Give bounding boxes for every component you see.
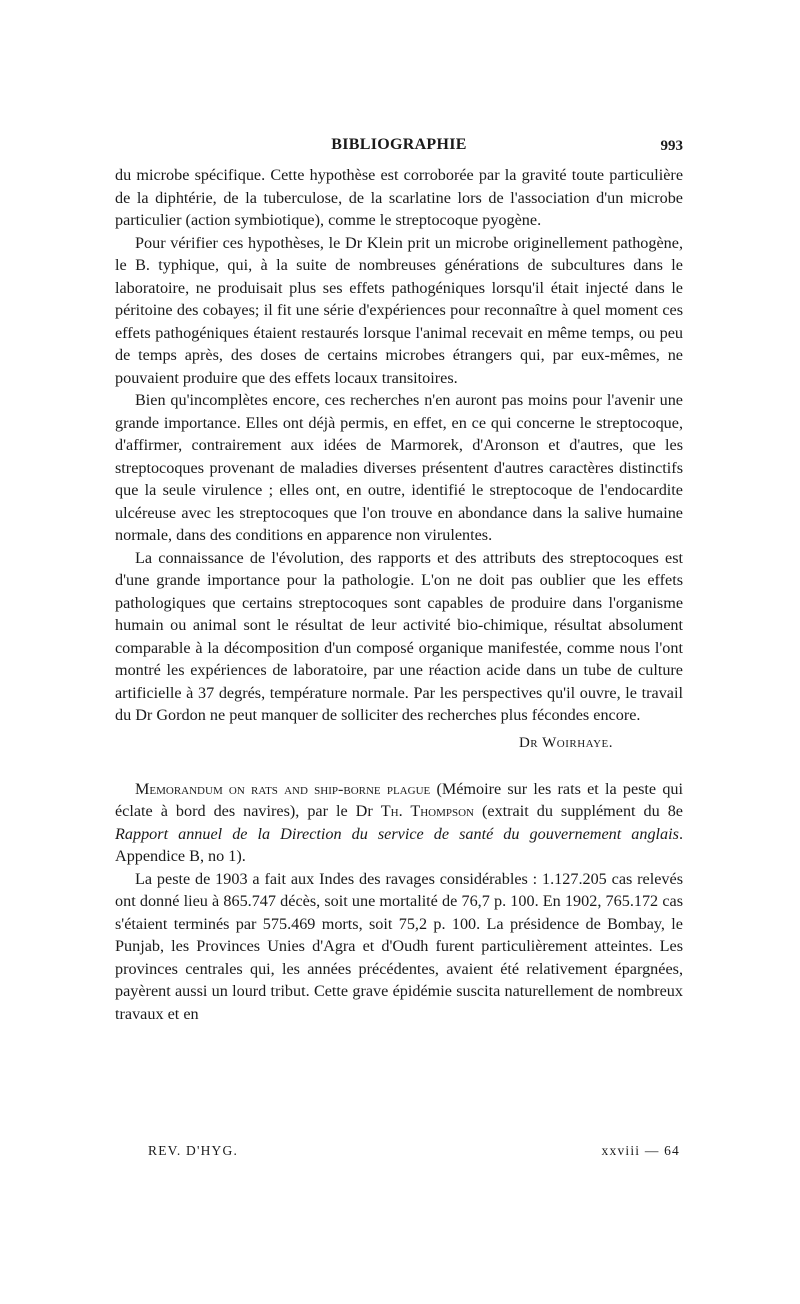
review-extract-close: . Appendice B, no 1). <box>115 824 683 865</box>
document-page <box>115 130 683 1025</box>
paragraph-2: Pour vérifier ces hypothèses, le Dr Klein prit un microbe originellement pathogène, le B. typhique, qui, à la suite de nombreuses générations de subcultures dans le laboratoire, ne produisait plus ses effets pathogéniques lorsqu'il était injecté dans le péritoine des cobayes; il fit une série d'expériences pour reconnaître à quel moment ces effets pathogéniques étaient restaurés lorsque l'animal recevait en même temps, ou peu de temps après, des doses de certains microbes étrangers qui, par eux-mêmes, ne pouvaient produire que des effets locaux transitoires. <box>115 233 683 387</box>
section-spacer <box>115 752 683 778</box>
paragraph-1: du microbe spécifique. Cette hypothèse est corroborée par la gravité toute particulière de la diphtérie, de la tuberculose, de la scarlatine lors de l'association d'un microbe particulier (action symbiotique), comme le streptocoque pyogène. <box>115 166 683 229</box>
volume-signature: xxviii — 64 <box>601 1143 680 1158</box>
review-source-title: Rapport annuel de la Direction du service de santé du gouvernement anglais <box>115 824 679 843</box>
page-footer <box>148 1143 680 1163</box>
running-title: BIBLIOGRAPHIE <box>331 136 467 153</box>
review-citation <box>115 778 683 868</box>
running-header <box>115 130 683 160</box>
body-text <box>115 164 683 1025</box>
review-intro: (Mémoire sur les rats et la peste qui éclate à bord des navires), par le Dr <box>115 779 684 820</box>
review-extract-open: (extrait du supplément du 8e <box>474 802 683 820</box>
paragraph-3: Bien qu'incomplètes encore, ces recherches n'en auront pas moins pour l'avenir une grande importance. Elles ont déjà permis, en effet, en ce qui concerne le streptocoque, d'affirmer, contrairement aux idées de Marmorek, d'Aronson et d'autres, que les streptocoques provenant de maladies diverses présentent d'autres caractères distinctifs que la seule virulence ; elles ont, en outre, identifié le streptocoque de l'endocardite ulcéreuse avec les streptocoques que l'on trouve en abondance dans la salive humaine normale, dans des conditions en apparence non virulentes. <box>115 391 683 544</box>
review-paragraph: La peste de 1903 a fait aux Indes des ravages considérables : 1.127.205 cas relevés ont donné lieu à 865.747 décès, soit une mortalité de 76,7 p. 100. En 1902, 765.172 cas s'étaient terminés par 575.469 morts, soit 75,2 p. 100. La présidence de Bombay, le Punjab, les Provinces Unies d'Agra et d'Oudh furent particulièrement atteintes. Les provinces centrales qui, les années précédentes, avaient été relativement épargnées, payèrent aussi un lourd tribut. Cette grave épidémie suscita naturellement de nombreux travaux et en <box>115 869 683 1023</box>
paragraph-4: La connaissance de l'évolution, des rapports et des attributs des streptocoques est d'une grande importance pour la pathologie. L'on ne doit pas oublier que les effets pathologiques que certains streptocoques sont capables de produire dans l'organisme humain ou animal sont le résultat de leur activité bio-chimique, résultat absolument comparable à la décomposition d'un composé organique manifestée, comme nous l'ont montré les expériences de laboratoire, par une réaction acide dans un tube de culture artificielle à 37 degrés, température normale. Par les perspectives qu'il ouvre, le travail du Dr Gordon ne peut manquer de solliciter des recherches plus fécondes encore. <box>115 548 683 724</box>
page-number: 993 <box>660 138 683 154</box>
review-heading: Memorandum on rats and ship-borne plague <box>135 779 431 798</box>
author-signature: Dr Woirhaye. <box>518 734 613 751</box>
review-author: Th. Thompson <box>380 802 474 820</box>
journal-signature: REV. D'HYG. <box>148 1143 239 1158</box>
